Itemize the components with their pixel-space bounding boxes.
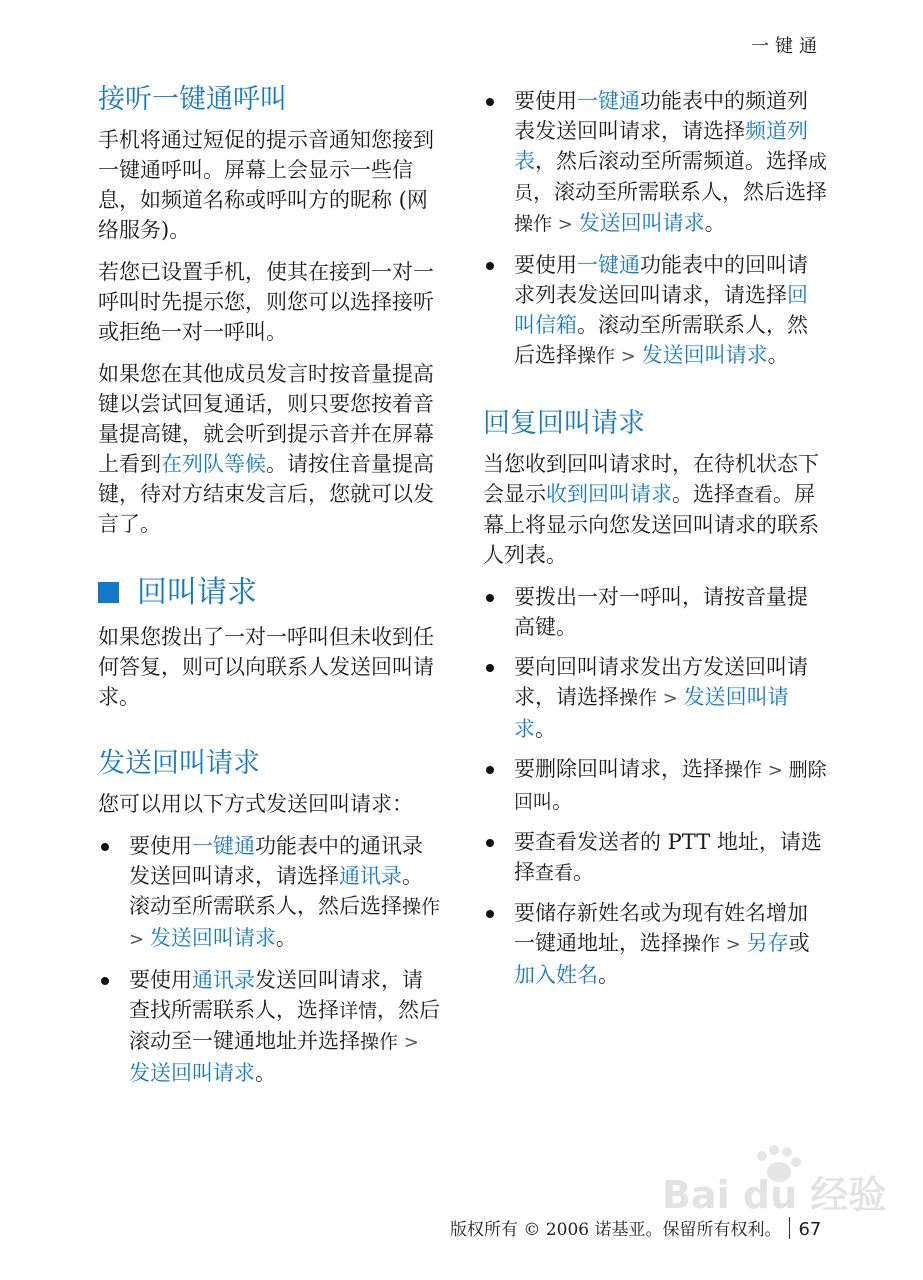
list-item: 要使用通讯录发送回叫请求，请查找所需联系人，选择详情，然后滚动至一键通地址并选择操作 > 发送回叫请求。: [98, 965, 443, 1088]
bullet-icon: [486, 910, 494, 918]
bullet-list: [483, 86, 828, 372]
section-square-icon: [98, 582, 119, 603]
baidu-watermark-logo: [660, 1142, 887, 1217]
page-number: 67: [798, 1219, 822, 1240]
copyright-text: 版权所有 © 2006 诺基亚。保留所有权利。: [450, 1220, 782, 1240]
bullet-icon: [101, 977, 109, 985]
list-item: 要使用一键通功能表中的通讯录发送回叫请求，请选择通讯录。滚动至所需联系人，然后选择操作 > 发送回叫请求。: [98, 831, 443, 955]
bullet-list: [483, 582, 828, 990]
bullet-icon: [101, 843, 109, 851]
paragraph: 当您收到回叫请求时，在待机状态下会显示收到回叫请求。选择查看。屏幕上将显示向您发送回叫请求的联系人列表。: [483, 452, 819, 568]
paragraph: 若您已设置手机，使其在接到一对一呼叫时先提示您，则您可以选择接听或拒绝一对一呼叫。: [98, 260, 434, 345]
paragraph: 如果您拨出了一对一呼叫但未收到任何答复，则可以向联系人发送回叫请求。: [98, 625, 434, 710]
list-item: 要使用一键通功能表中的频道列表发送回叫请求，请选择频道列表，然后滚动至所需频道。选择成员，滚动至所需联系人，然后选择操作 > 发送回叫请求。: [483, 86, 828, 240]
left-column: [98, 82, 443, 1098]
link-queue-text: 在列队等候: [161, 452, 266, 477]
bullet-icon: [486, 766, 494, 774]
section-title-reply-callback: 回复回叫请求: [483, 408, 645, 439]
paragraph: 您可以用以下方式发送回叫请求：: [98, 792, 413, 817]
paragraph: 手机将通过短促的提示音通知您接到一键通呼叫。屏幕上会显示一些信息，如频道名称或呼叫方的昵称 (网络服务)。: [98, 128, 434, 243]
list-item: 要使用一键通功能表中的回叫请求列表发送回叫请求，请选择回叫信箱。滚动至所需联系人，然后选择操作 > 发送回叫请求。: [483, 250, 828, 372]
paragraph: 如果您在其他成员发言时按音量提高键以尝试回复通话，则只要您按着音量提高键，就会听到提示音并在屏幕上看到在列队等候。请按住音量提高键，待对方结束发言后，您就可以发言了。: [98, 362, 434, 537]
section-title-receive-ptt: 接听一键通呼叫: [98, 84, 287, 115]
list-item: 要删除回叫请求，选择操作 > 删除回叫。: [483, 754, 828, 817]
bullet-list: [98, 831, 443, 1088]
bullet-icon: [486, 262, 494, 270]
list-item: 要向回叫请求发出方发送回叫请求，请选择操作 > 发送回叫请求。: [483, 652, 828, 744]
bullet-icon: [486, 839, 494, 847]
footer-separator: [789, 1217, 790, 1239]
list-item: 要查看发送者的 PTT 地址，请选择查看。: [483, 827, 828, 888]
section-title-callback: 回叫请求: [98, 573, 443, 612]
list-item: 要拨出一对一呼叫，请按音量提高键。: [483, 582, 828, 642]
section-title-send-callback: 发送回叫请求: [98, 748, 260, 780]
bullet-icon: [486, 98, 494, 106]
list-item: 要储存新姓名或为现有姓名增加一键通地址，选择操作 > 另存或加入姓名。: [483, 898, 828, 990]
right-column: [483, 86, 828, 1000]
chapter-header: 一键通: [751, 36, 823, 57]
page-footer: [450, 1213, 821, 1240]
bullet-icon: [486, 664, 494, 672]
svg-text:Bai du 经验: Bai du 经验: [662, 1173, 887, 1217]
bullet-icon: [486, 594, 494, 602]
